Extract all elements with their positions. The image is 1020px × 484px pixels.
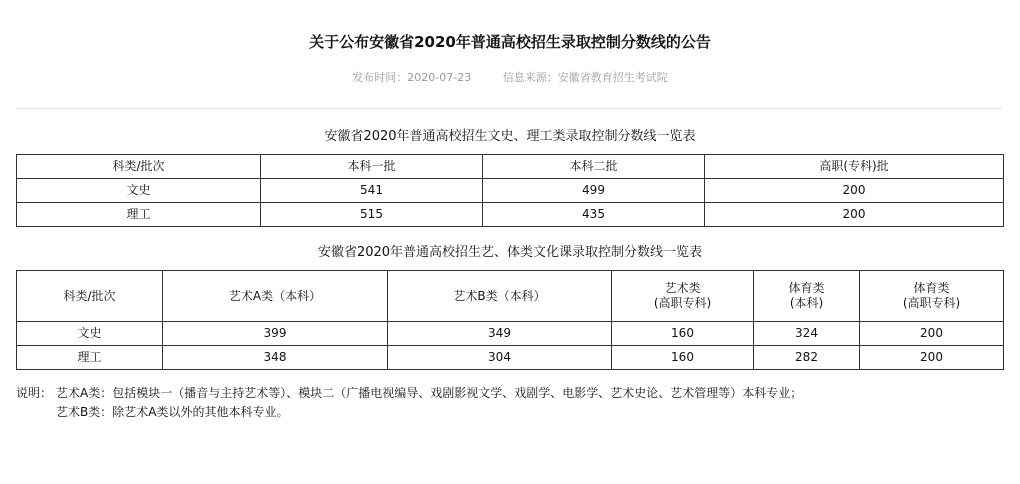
table-cell: 435 bbox=[483, 203, 705, 227]
table-cell: 515 bbox=[261, 203, 483, 227]
table-cell: 160 bbox=[612, 346, 754, 370]
table-row bbox=[17, 346, 1004, 370]
table-cell: 282 bbox=[754, 346, 860, 370]
header-cell: 本科一批 bbox=[261, 155, 483, 179]
table-row bbox=[17, 203, 1004, 227]
table-cell: 文史 bbox=[17, 179, 261, 203]
header-text: 科类/批次 bbox=[63, 288, 116, 303]
table-cell: 499 bbox=[483, 179, 705, 203]
table-cell: 200 bbox=[705, 203, 1004, 227]
header-cell: 科类/批次 bbox=[17, 155, 261, 179]
info-source: 信息来源：安徽省教育招生考试院 bbox=[502, 71, 668, 84]
table-cell: 348 bbox=[163, 346, 388, 370]
table-row bbox=[17, 322, 1004, 346]
header-cell bbox=[388, 271, 612, 322]
art-sports-score-table bbox=[16, 270, 1004, 370]
header-divider bbox=[16, 108, 1002, 109]
header-cell bbox=[612, 271, 754, 322]
header-cell: 高职(专科)批 bbox=[705, 155, 1004, 179]
table-cell: 200 bbox=[860, 346, 1004, 370]
table-row bbox=[17, 179, 1004, 203]
table-cell: 文史 bbox=[17, 322, 163, 346]
table-cell: 理工 bbox=[17, 346, 163, 370]
liberal-science-score-table bbox=[16, 154, 1004, 227]
table-cell: 304 bbox=[388, 346, 612, 370]
header-text: 艺术A类（本科） bbox=[228, 288, 322, 303]
table-header-row bbox=[17, 271, 1004, 322]
notes-label: 说明： bbox=[16, 386, 53, 400]
table-cell: 349 bbox=[388, 322, 612, 346]
header-cell bbox=[860, 271, 1004, 322]
table2-caption: 安徽省2020年普通高校招生艺、体类文化课录取控制分数线一览表 bbox=[317, 245, 703, 260]
table-header-row bbox=[17, 155, 1004, 179]
header-cell bbox=[163, 271, 388, 322]
header-subtext: (高职专科) bbox=[902, 296, 961, 310]
table-cell: 200 bbox=[705, 179, 1004, 203]
table-cell: 160 bbox=[612, 322, 754, 346]
header-subtext: (本科) bbox=[789, 296, 824, 310]
note-line-2 bbox=[16, 403, 802, 422]
note-text: 艺术A类：包括模块一（播音与主持艺术等）、模块二（广播电视编导、戏剧影视文学、戏剧学、电影学、艺术史论、艺术管理等）本科专业； bbox=[56, 386, 803, 400]
table-cell: 399 bbox=[163, 322, 388, 346]
header-text: 体育类 bbox=[913, 281, 950, 295]
header-text: 体育类 bbox=[788, 281, 825, 295]
note-line-1 bbox=[16, 384, 802, 403]
publish-time: 发布时间：2020-07-23 bbox=[352, 71, 472, 84]
note-text: 艺术B类：除艺术A类以外的其他本科专业。 bbox=[56, 405, 289, 419]
header-subtext: (高职专科) bbox=[653, 296, 712, 310]
header-text: 艺术B类（本科） bbox=[453, 288, 546, 303]
table-cell: 理工 bbox=[17, 203, 261, 227]
header-cell bbox=[17, 271, 163, 322]
header-text: 艺术类 bbox=[664, 281, 701, 295]
table-cell: 324 bbox=[754, 322, 860, 346]
notes-section bbox=[16, 384, 802, 422]
table-cell: 200 bbox=[860, 322, 1004, 346]
header-cell: 本科二批 bbox=[483, 155, 705, 179]
article-meta bbox=[0, 69, 1020, 85]
header-cell bbox=[754, 271, 860, 322]
page-title: 关于公布安徽省2020年普通高校招生录取控制分数线的公告 bbox=[309, 33, 711, 51]
table-cell: 541 bbox=[261, 179, 483, 203]
table1-caption: 安徽省2020年普通高校招生文史、理工类录取控制分数线一览表 bbox=[324, 129, 696, 144]
